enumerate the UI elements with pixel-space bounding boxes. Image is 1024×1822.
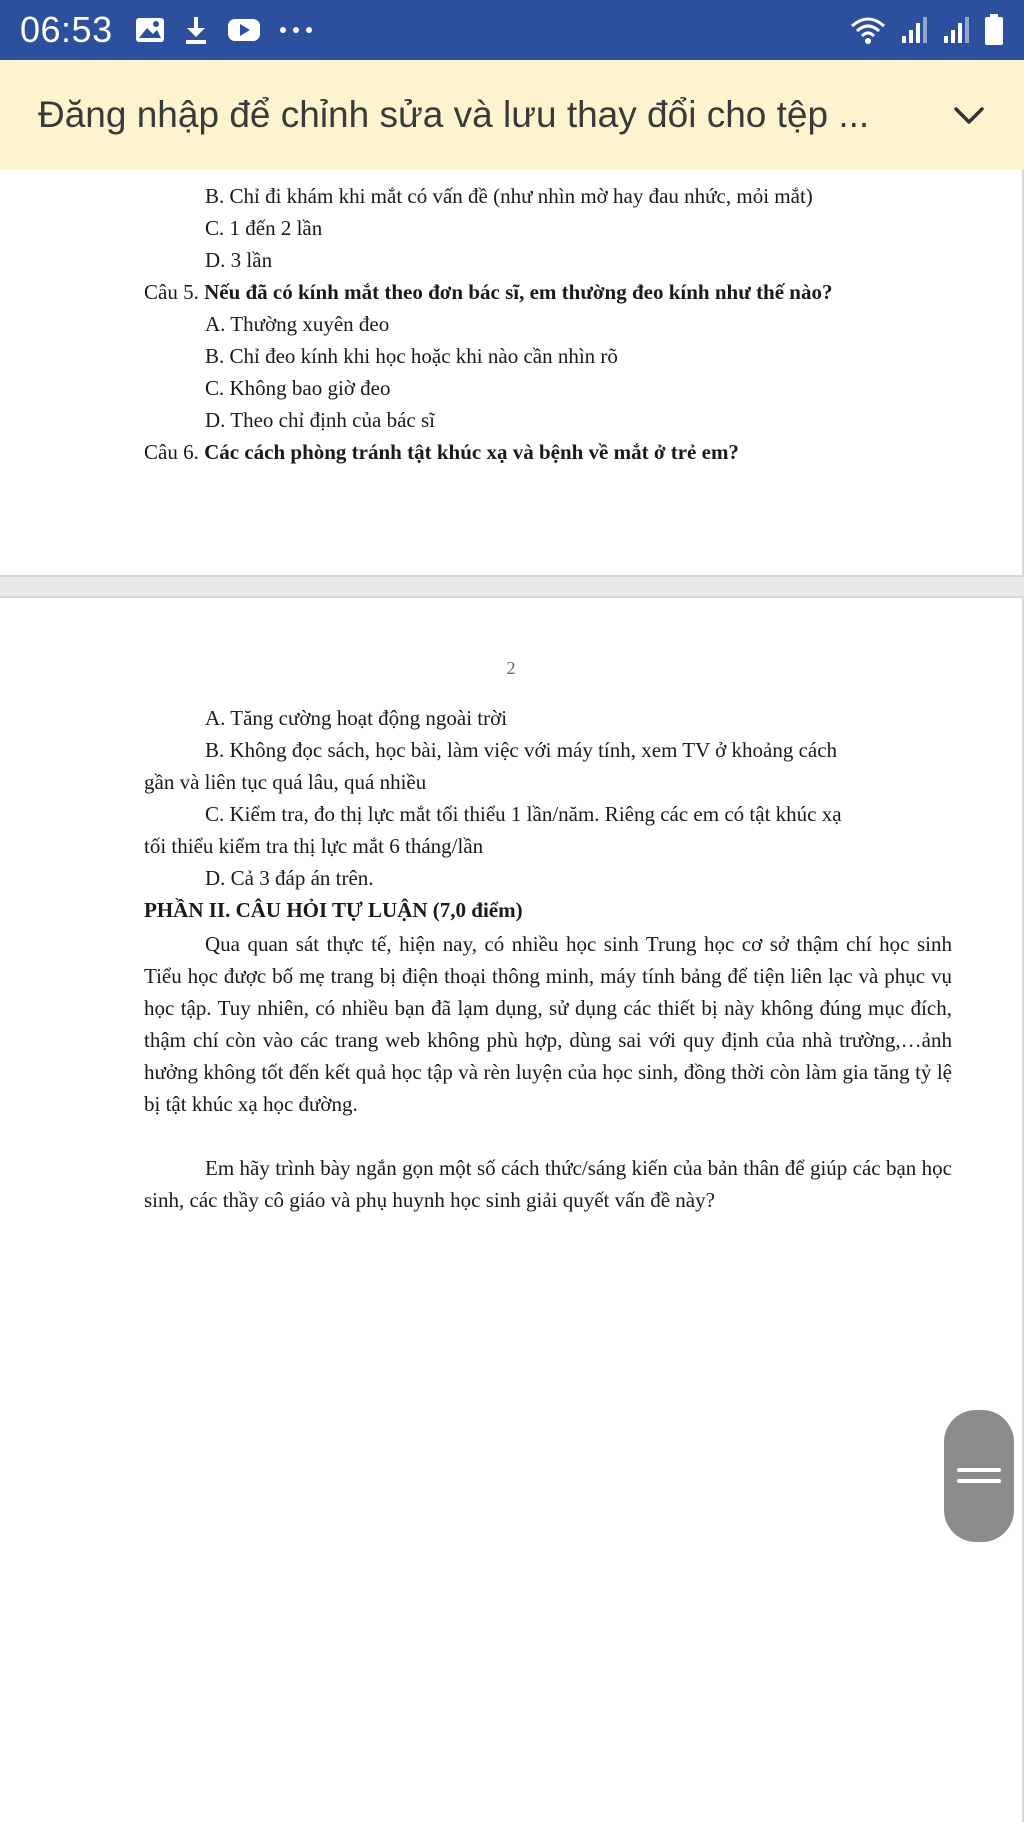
essay-paragraph-2: Em hãy trình bày ngắn gọn một số cách thức/sáng kiến của bản thân để giúp các bạn học sinh, các thầy cô giáo và phụ huynh học sinh giải quyết vấn đề này? bbox=[144, 1156, 952, 1212]
signal-icon bbox=[942, 16, 972, 44]
system-icons bbox=[848, 0, 1004, 60]
question-5-text: Nếu đã có kính mắt theo đơn bác sĩ, em thường đeo kính như thế nào? bbox=[204, 280, 833, 304]
question-5-label: Câu 5. bbox=[144, 280, 205, 304]
scroll-handle[interactable] bbox=[944, 1410, 1014, 1542]
document-page-2 bbox=[0, 596, 1024, 1822]
q6-option-b-line1: B. Không đọc sách, học bài, làm việc với máy tính, xem TV ở khoảng cách bbox=[205, 738, 838, 762]
q4-option-c: C. 1 đến 2 lần bbox=[205, 216, 323, 240]
q6-option-c-line2: tối thiểu kiểm tra thị lực mắt 6 tháng/lần bbox=[144, 834, 484, 858]
q4-option-b: B. Chỉ đi khám khi mắt có vấn đề (như nhìn mờ hay đau nhức, mỏi mắt) bbox=[205, 184, 813, 208]
wifi-icon bbox=[848, 15, 888, 45]
status-time: 06:53 bbox=[20, 9, 113, 50]
q6-option-d: D. Cả 3 đáp án trên. bbox=[205, 866, 374, 890]
battery-icon bbox=[984, 14, 1004, 46]
question-6 bbox=[144, 438, 739, 466]
youtube-icon bbox=[227, 17, 261, 43]
q5-option-c: C. Không bao giờ đeo bbox=[205, 376, 391, 400]
banner-text: Đăng nhập để chỉnh sửa và lưu thay đổi cho tệp ... bbox=[38, 94, 870, 135]
notification-icons bbox=[135, 15, 313, 45]
sign-in-banner[interactable] bbox=[0, 60, 1024, 170]
page-number: 2 bbox=[506, 658, 516, 678]
more-icon bbox=[279, 25, 313, 35]
q6-option-c-line1: C. Kiểm tra, đo thị lực mắt tối thiểu 1 lần/năm. Riêng các em có tật khúc xạ bbox=[205, 802, 842, 826]
q6-option-b-line2: gần và liên tục quá lâu, quá nhiều bbox=[144, 770, 427, 794]
question-6-label: Câu 6. bbox=[144, 440, 205, 464]
signal-icon bbox=[900, 16, 930, 44]
q6-option-a: A. Tăng cường hoạt động ngoài trời bbox=[205, 706, 508, 730]
question-5 bbox=[144, 278, 833, 306]
drag-handle-icon bbox=[957, 1463, 1001, 1489]
status-bar bbox=[0, 0, 1024, 60]
download-icon bbox=[183, 15, 209, 45]
q5-option-b: B. Chỉ đeo kính khi học hoặc khi nào cần nhìn rõ bbox=[205, 344, 618, 368]
section-title: PHẦN II. CÂU HỎI TỰ LUẬN (7,0 điểm) bbox=[144, 898, 523, 922]
q5-option-d: D. Theo chỉ định của bác sĩ bbox=[205, 408, 435, 432]
gallery-icon bbox=[135, 17, 165, 43]
question-6-text: Các cách phòng tránh tật khúc xạ và bệnh về mắt ở trẻ em? bbox=[204, 440, 739, 464]
q5-option-a: A. Thường xuyên đeo bbox=[205, 312, 390, 336]
q4-option-d: D. 3 lần bbox=[205, 248, 273, 272]
document-page-1 bbox=[0, 170, 1024, 577]
essay-paragraph-1: Qua quan sát thực tế, hiện nay, có nhiều học sinh Trung học cơ sở thậm chí học sinh Tiểu học được bố mẹ trang bị điện thoại thông minh, máy tính bảng để tiện liên lạc và phục vụ học tập. Tuy nhiên, có nhiều bạn đã lạm dụng, sử dụng các thiết bị này không đúng mục đích, thậm chí còn vào các trang web không phù hợp, dùng sai với quy định của nhà trường,…ảnh hưởng không tốt đến kết quả học tập và rèn luyện của học sinh, đồng thời còn làm gia tăng tỷ lệ bị tật khúc xạ học đường. bbox=[144, 932, 952, 1116]
chevron-down-icon[interactable] bbox=[952, 95, 986, 135]
